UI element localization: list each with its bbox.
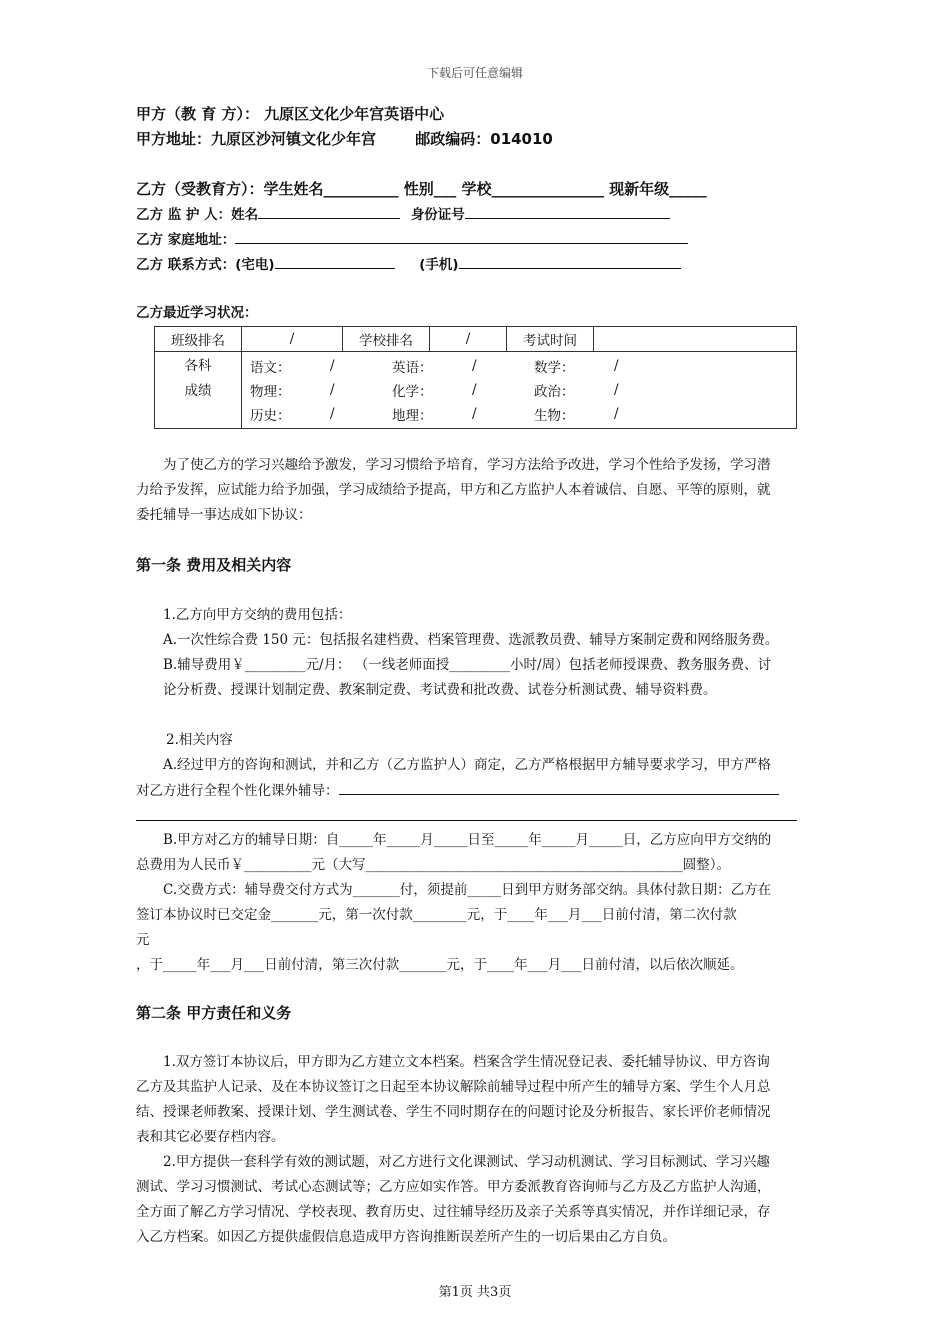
guardian-line: [136, 204, 670, 225]
subject-score: /: [472, 382, 477, 398]
article-2-line: 入乙方档案。如因乙方提供虚假信息造成甲方咨询推断误差所产生的一切后果由乙方自负。: [136, 1229, 676, 1245]
subject-row: [250, 378, 796, 402]
subject-score: /: [614, 382, 619, 398]
party-a-address-text: 甲方地址：九原区沙河镇文化少年宫: [136, 130, 377, 148]
subject-row: [250, 354, 796, 378]
article-2-line: 全方面了解乙方学习情况、学校表现、教育历史、过往辅导经历及亲子关系等真实情况，并作详细记录，存: [136, 1204, 771, 1220]
article-1-line: A.经过甲方的咨询和测试，并和乙方（乙方监护人）商定，乙方严格根据甲方辅导要求学习，甲方严格: [163, 757, 772, 773]
subject-label: 生物：: [534, 408, 575, 424]
party-a-name: 甲方（教 育 方）： 九原区文化少年宫英语中心: [136, 105, 445, 123]
school-rank-value: /: [430, 327, 507, 352]
intro-line: 为了使乙方的学习兴趣给予激发，学习习惯给予培育，学习方法给予改进，学习个性给予发扬，学习潜: [163, 457, 771, 473]
subject-label: 化学：: [392, 384, 433, 400]
tutoring-field[interactable]: [339, 780, 779, 795]
guardian-name-field[interactable]: [258, 204, 400, 219]
home-address-field[interactable]: [235, 229, 688, 244]
subject-label: 地理：: [392, 408, 433, 424]
article-1-line: 论分析费、授课计划制定费、教案制定费、考试费和批改费、试卷分析测试费、辅导资料费。: [163, 682, 717, 698]
subject-score: /: [330, 382, 335, 398]
party-a-address: [136, 129, 553, 149]
scores-label-1: 各科: [184, 358, 212, 374]
subject-score: /: [472, 358, 477, 374]
scores-label: [155, 352, 242, 429]
article-2-title: 第二条 甲方责任和义务: [136, 1004, 292, 1022]
article-1-line: 1.乙方向甲方交纳的费用包括：: [163, 607, 352, 623]
study-status-title: 乙方最近学习状况：: [136, 305, 258, 321]
party-a-postcode: 邮政编码：014010: [415, 130, 553, 148]
subject-score: /: [614, 358, 619, 374]
school-rank-label: 学校排名: [343, 327, 430, 352]
article-2-line: 1.双方签订本协议后，甲方即为乙方建立文本档案。档案含学生情况登记表、委托辅导协议、甲方咨询: [163, 1054, 770, 1070]
exam-time-label: 考试时间: [507, 327, 594, 352]
scores-row: [155, 352, 797, 429]
subject-label: 英语：: [392, 360, 433, 376]
class-rank-label: 班级排名: [155, 327, 242, 352]
scores-label-2: 成绩: [184, 383, 212, 399]
subject-scores: [242, 352, 797, 429]
home-address-line: [136, 229, 688, 250]
ranking-row: [155, 327, 797, 352]
article-1-line: 总费用为人民币￥__________元（大写_______________________________________________圆整）。: [136, 857, 730, 873]
subject-row: [250, 402, 796, 426]
home-address-label: 乙方 家庭地址：: [136, 232, 236, 248]
article-2-line: 表和其它必要存档内容。: [136, 1129, 285, 1145]
tutoring-label: 对乙方进行全程个性化课外辅导：: [136, 783, 339, 799]
mobile-field[interactable]: [459, 254, 681, 269]
article-1-line: B.甲方对乙方的辅导日期：自_____年_____月_____日至_____年_____月_____日，乙方应向甲方交纳的: [163, 832, 772, 848]
guardian-label: 乙方 监 护 人：姓名: [136, 207, 259, 223]
home-phone-field[interactable]: [275, 254, 395, 269]
article-1-line: B.辅导费用￥_________元/月： （一线老师面授_________小时/周）包括老师授课费、教务服务费、讨: [163, 657, 772, 673]
subject-score: /: [330, 406, 335, 422]
article-2-line: 2.甲方提供一套科学有效的测试题，对乙方进行文化课测试、学习动机测试、学习目标测试、学习兴趣: [163, 1154, 770, 1170]
subject-score: /: [330, 358, 335, 374]
subject-score: /: [472, 406, 477, 422]
article-1-line: ，于_____年___月___日前付清，第三次付款_______元，于____年___月___日前付清，以后依次顺延。: [136, 957, 744, 973]
subject-label: 语文：: [250, 360, 291, 376]
subject-label: 政治：: [534, 384, 575, 400]
mobile-label: (手机): [419, 257, 459, 273]
blank-rule: [136, 820, 797, 821]
article-1-line: 2.相关内容: [166, 732, 233, 748]
page-footer: 第1页 共3页: [438, 1285, 512, 1300]
article-1-line: 元: [136, 932, 150, 948]
study-status-table: [154, 326, 797, 429]
intro-line: 力给予发挥，应试能力给予加强，学习成绩给予提高，甲方和乙方监护人本着诚信、自愿、平等的原则，就: [136, 482, 771, 498]
subject-label: 数学：: [534, 360, 575, 376]
id-label: 身份证号: [410, 207, 465, 223]
header-note: 下载后可任意编辑: [426, 66, 523, 80]
contact-line: [136, 254, 681, 275]
article-1-line: [136, 780, 779, 801]
article-1-line: A.一次性综合费 150 元：包括报名建档费、档案管理费、选派教员费、辅导方案制定费和网络服务费。: [163, 632, 779, 648]
id-number-field[interactable]: [465, 204, 670, 219]
subject-label: 历史：: [250, 408, 291, 424]
exam-time-value: [594, 327, 797, 352]
subject-label: 物理：: [250, 384, 291, 400]
article-2-line: 乙方及其监护人记录、及在本协议签订之日起至本协议解除前辅导过程中所产生的辅导方案、学生个人月总: [136, 1079, 771, 1095]
intro-line: 委托辅导一事达成如下协议：: [136, 507, 312, 523]
article-2-line: 结、授课老师教案、授课计划、学生测试卷、学生不同时期存在的问题讨论及分析报告、家长评价老师情况: [136, 1104, 771, 1120]
contact-label: 乙方 联系方式：(宅电): [136, 257, 275, 273]
class-rank-value: /: [242, 327, 343, 352]
article-1-line: 签订本协议时已交定金_______元，第一次付款________元，于____年___月___日前付清，第二次付款: [136, 907, 737, 923]
article-2-line: 测试、学习习惯测试、考试心态测试等；乙方应如实作答。甲方委派教育咨询师与乙方及乙方监护人沟通，: [136, 1179, 771, 1195]
student-info-line: 乙方（受教育方）：学生姓名__________ 性别___ 学校_______________ 现新年级_____: [136, 180, 707, 198]
article-1-title: 第一条 费用及相关内容: [136, 556, 292, 574]
subject-score: /: [614, 406, 619, 422]
article-1-line: C.交费方式：辅导费交付方式为_______付，须提前_____日到甲方财务部交纳。具体付款日期：乙方在: [163, 882, 772, 898]
subject-grid: [250, 354, 796, 426]
